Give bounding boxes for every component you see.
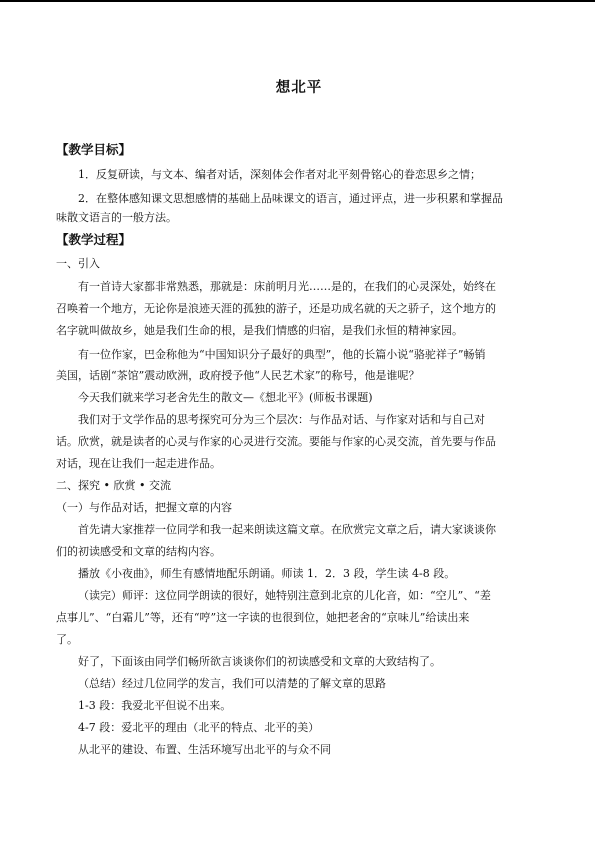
paragraph-5-line-1: 首先请大家推荐一位同学和我一起来朗读这篇文章。在欣赏完文章之后，请大家谈谈你 xyxy=(78,523,496,536)
paragraph-2-line-1: 有一位作家，巴金称他为“中国知识分子最好的典型”，他的长篇小说“骆驼祥子”畅销 xyxy=(78,348,486,361)
paragraph-4-line-3: 对话，现在让我们一起走进作品。 xyxy=(56,457,221,470)
section-1-heading: 一、引入 xyxy=(56,257,100,270)
paragraph-4-line-1: 我们对于文学作品的思考探究可分为三个层次：与作品对话、与作家对话和与自己对 xyxy=(78,413,485,426)
section-2-heading: 二、探究 • 欣赏 • 交流 xyxy=(56,479,171,492)
process-heading: 【教学过程】 xyxy=(56,233,132,247)
paragraph-2-line-2: 美国，话剧“茶馆”震动欧洲，政府授予他“人民艺术家”的称号，他是谁呢？ xyxy=(56,369,420,382)
paragraph-4-line-2: 话。欣赏，就是读者的心灵与作家的心灵进行交流。要能与作家的心灵交流，首先要与作品 xyxy=(56,435,496,448)
paragraph-6: 播放《小夜曲》，师生有感情地配乐朗诵。师读 1．2．3 段，学生读 4-8 段。 xyxy=(78,567,456,580)
paragraph-1-line-2: 召唤着一个地方，无论你是浪迹天涯的孤独的游子，还是功成名就的天之骄子，这个地方的 xyxy=(56,302,496,315)
paragraph-1-line-1: 有一首诗大家都非常熟悉，那就是：床前明月光……是的，在我们的心灵深处，始终在 xyxy=(78,280,496,293)
paragraph-7-line-3: 了。 xyxy=(56,633,78,646)
paragraph-9: （总结）经过几位同学的发言，我们可以清楚的了解文章的思路 xyxy=(78,677,386,690)
paragraph-7-line-1: （读完）师评：这位同学朗读的很好，她特别注意到北京的儿化音，如：“空儿”、“差 xyxy=(78,589,491,602)
objective-2-line-1: 2．在整体感知课文思想感情的基础上品味课文的语言，通过评点，进一步积累和掌握品 xyxy=(78,192,503,205)
paragraph-7-line-2: 点事儿”、“白霜儿”等，还有“哼”这一字读的也很到位，她把老舍的“京味儿”给读出来 xyxy=(56,611,470,624)
paragraph-1-line-3: 名字就叫做故乡，她是我们生命的根，是我们情感的归宿，是我们永恒的精神家园。 xyxy=(56,324,463,337)
paragraph-8: 好了，下面该由同学们畅所欲言谈谈你们的初读感受和文章的大致结构了。 xyxy=(78,655,441,668)
objective-1: 1．反复研读，与文本、编者对话，深刻体会作者对北平刻骨铭心的眷恋思乡之情； xyxy=(78,168,481,181)
objective-2-line-2: 味散文语言的一般方法。 xyxy=(56,211,177,224)
subsection-1-heading: （一）与作品对话，把握文章的内容 xyxy=(56,501,232,514)
paragraph-3: 今天我们就来学习老舍先生的散文—《想北平》(师板书课题) xyxy=(78,391,373,404)
paragraph-11: 4-7 段：爱北平的理由（北平的特点、北平的美） xyxy=(78,721,320,734)
top-border-rule xyxy=(0,0,595,2)
paragraph-10: 1-3 段：我爱北平但说不出来。 xyxy=(78,699,232,712)
paragraph-5-line-2: 们的初读感受和文章的结构内容。 xyxy=(56,545,221,558)
paragraph-12: 从北平的建设、布置、生活环境写出北平的与众不同 xyxy=(78,743,331,756)
objectives-heading: 【教学目标】 xyxy=(56,143,132,157)
document-title: 想北平 xyxy=(275,80,323,96)
